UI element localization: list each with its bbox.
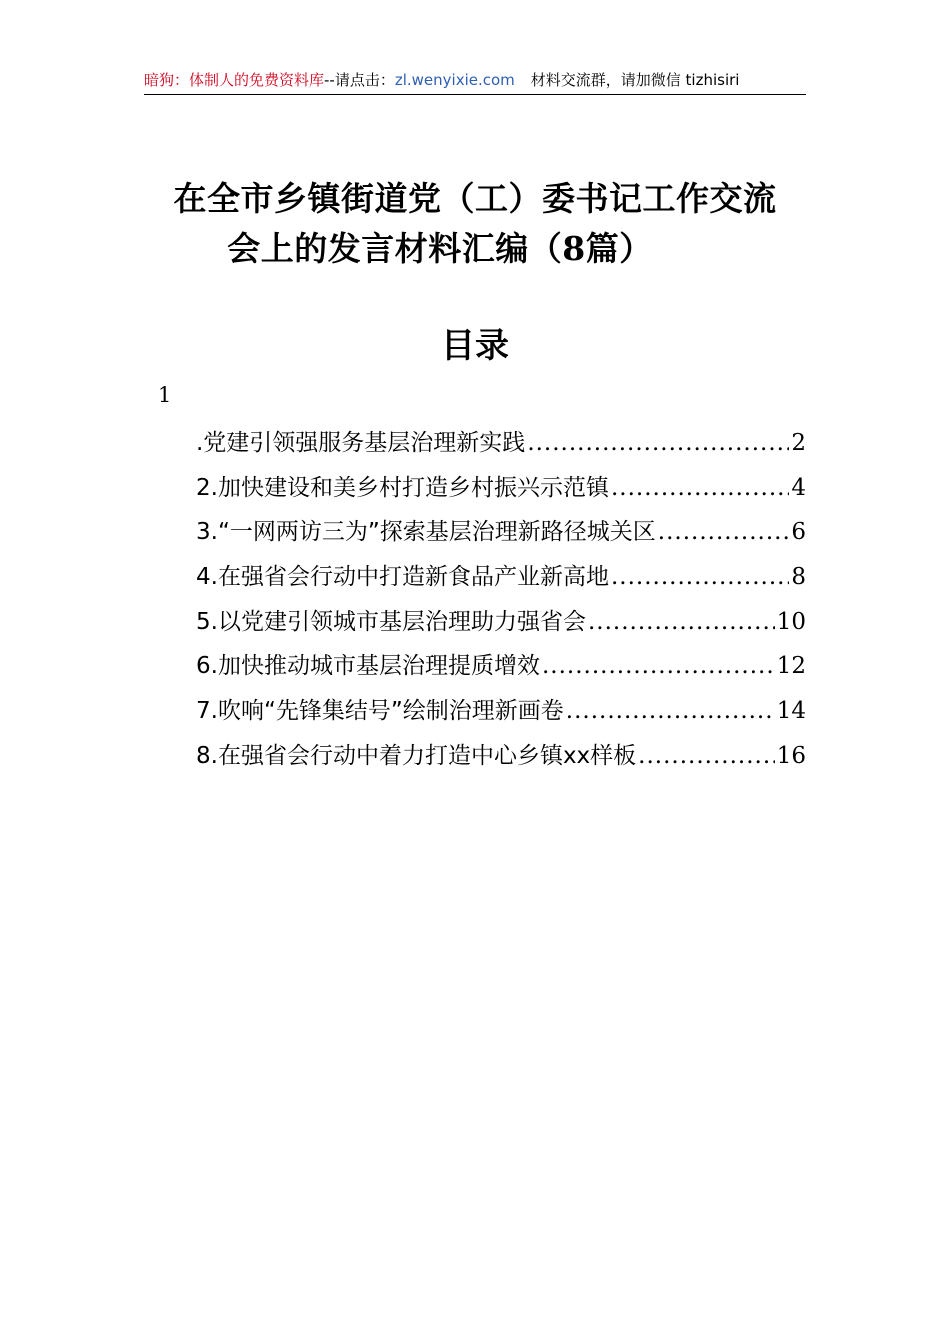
toc-item-title: 3.“一网两访三为”探索基层治理新路径城关区 [196,519,656,546]
toc-item-title: 7.吹响“先锋集结号”绘制治理新画卷 [196,698,564,725]
toc-item-page: 4 [791,474,806,501]
toc-item-page: 16 [776,742,806,769]
toc-item-title: 8.在强省会行动中着力打造中心乡镇xx样板 [196,742,637,769]
toc-item-page: 8 [791,564,806,591]
toc-item[interactable] [196,600,806,645]
toc-leader-dots [542,644,775,689]
toc-stray-number: 1 [158,383,172,407]
toc-item-page: 6 [791,519,806,546]
toc-leader-dots [588,600,775,645]
header-click-prompt: --请点击： [324,71,395,89]
toc-item[interactable] [196,734,806,779]
toc-item[interactable] [196,555,806,600]
toc-leader-dots [611,555,789,600]
toc-leader-dots [658,510,790,555]
toc-item-page: 10 [776,608,806,635]
toc-item-page: 12 [776,653,806,680]
toc-item-title: 6.加快推动城市基层治理提质增效 [196,653,540,680]
toc-item[interactable] [196,510,806,555]
toc-leader-dots [527,421,789,466]
toc-item[interactable] [196,644,806,689]
document-title-line2: 会上的发言材料汇编（8篇） [227,229,653,268]
toc-item-page: 14 [776,698,806,725]
page-header [144,66,806,95]
toc-item-title: 5.以党建引领城市基层治理助力强省会 [196,608,586,635]
toc-item-title: 4.在强省会行动中打造新食品产业新高地 [196,564,609,591]
toc-item-page: 2 [791,430,806,456]
header-wechat-note: 材料交流群，请加微信 tizhisiri [530,71,740,89]
document-title-line1: 在全市乡镇街道党（工）委书记工作交流 [173,179,777,218]
toc-heading: 目录 [441,326,509,366]
toc-item[interactable] [196,421,806,466]
header-site-name: 暗狗：体制人的免费资料库 [144,71,325,89]
header-site-link[interactable]: zl.wenyixie.com [394,71,515,89]
toc-leader-dots [611,466,789,511]
toc-item[interactable] [196,689,806,734]
toc-leader-dots [638,734,775,779]
toc-leader-dots [566,689,775,734]
table-of-contents [196,421,806,779]
toc-item-title: 2.加快建设和美乡村打造乡村振兴示范镇 [196,474,609,501]
toc-item-title: .党建引领强服务基层治理新实践 [196,430,526,456]
toc-item[interactable] [196,466,806,511]
